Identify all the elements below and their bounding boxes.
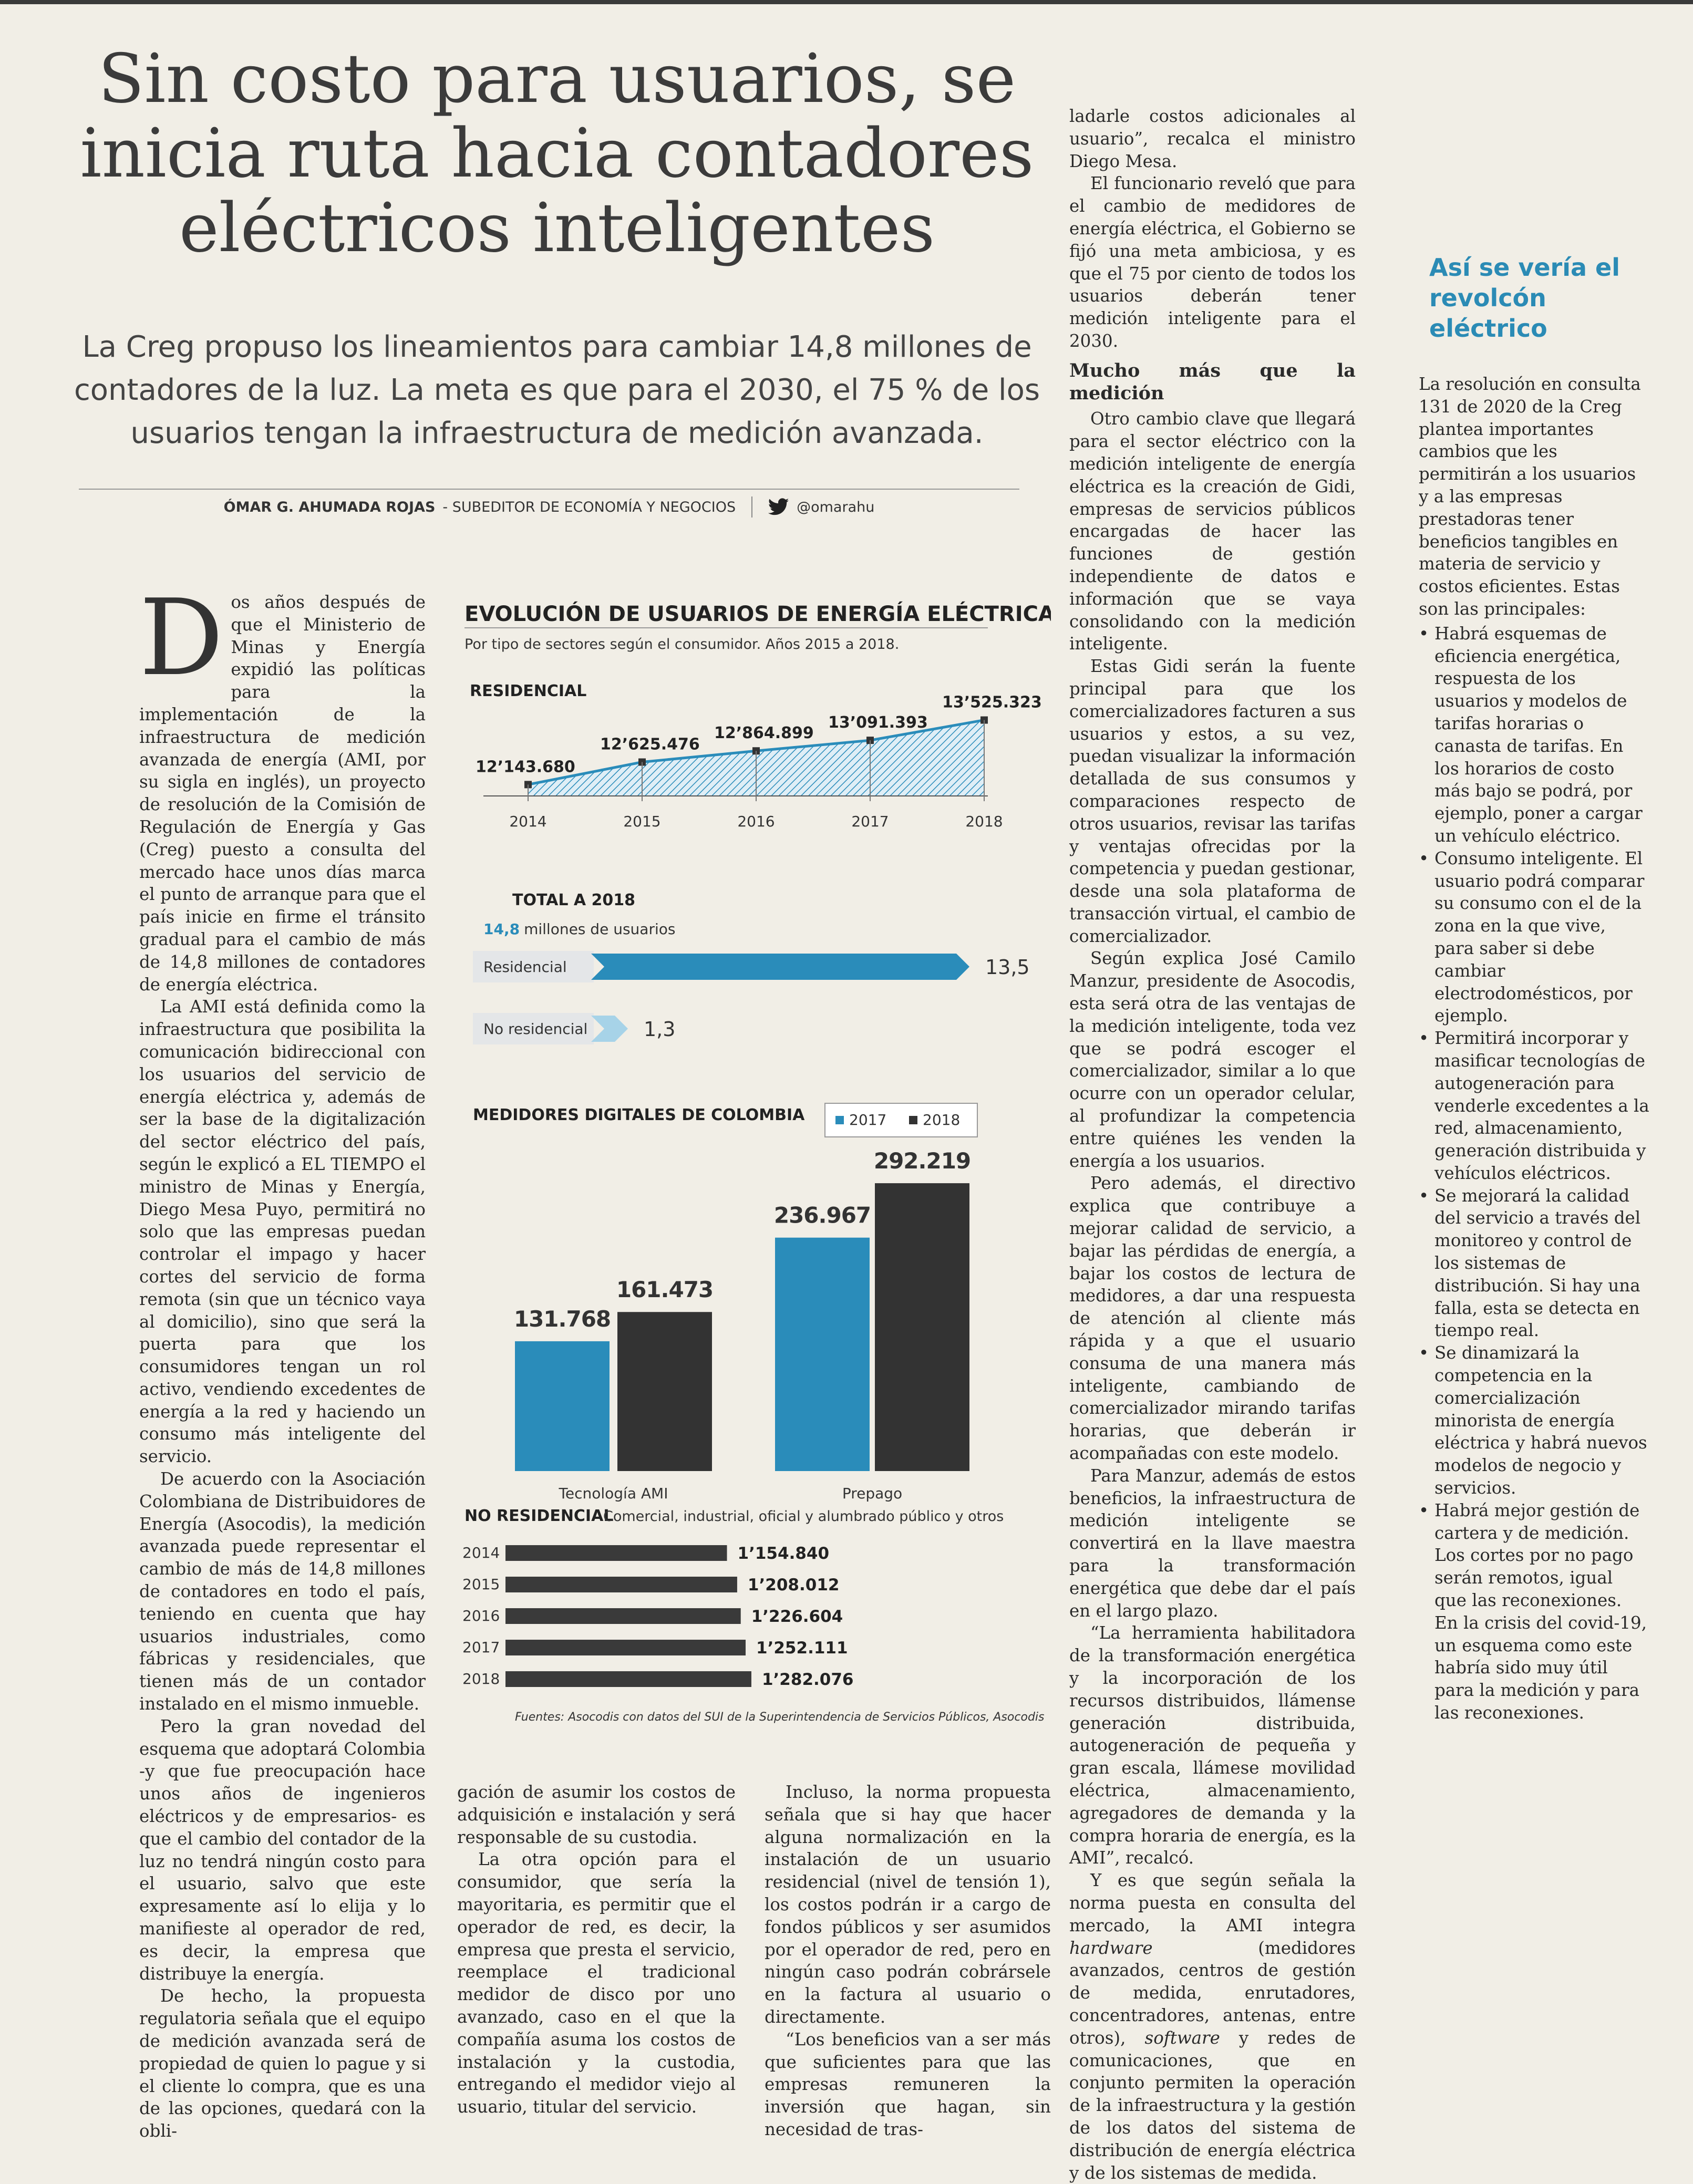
- noresidencial-bar: [505, 1545, 727, 1561]
- residencial-tick-label: 2018: [965, 813, 1003, 830]
- paragraph-text: Y es que según señala la norma puesta en consulta del mercado, la AMI integra: [1069, 1870, 1356, 1935]
- noresidencial-subtitle: Comercial, industrial, oficial y alumbrado público y otros: [603, 1508, 1004, 1525]
- paragraph-italic: hardware: [1069, 1938, 1153, 1958]
- total-note-text: millones de usuarios: [524, 920, 676, 938]
- noresidencial-title: NO RESIDENCIAL: [464, 1507, 614, 1525]
- paragraph: ladarle costos adicionales al usuario”, recalca el ministro Diego Mesa.: [1069, 106, 1356, 171]
- noresidencial-tick-label: 2015: [462, 1576, 500, 1593]
- total-arrow-bar: [591, 954, 969, 980]
- medidores-category-label: Prepago: [842, 1485, 903, 1502]
- sidebar-bullet: • Se mejorará la calidad del servicio a través del monitoreo y control de los sistemas de distribución. Si hay una falla, esta se detecta en tiempo real.: [1419, 1185, 1650, 1342]
- medidores-value-label: 161.473: [616, 1277, 714, 1303]
- byline-author: ÓMAR G. AHUMADA ROJAS: [223, 499, 436, 515]
- paragraph: De hecho, la propuesta regulatoria señala que el equipo de medición avanzada será de propiedad de quien lo pague y si el cliente lo compra, que es una de las opciones, quedará con la obli-: [139, 1986, 426, 2141]
- paragraph: [1069, 1869, 1356, 2184]
- noresidencial-bar: [505, 1671, 751, 1687]
- byline-rule: [79, 489, 1019, 490]
- residencial-data-label: 12’625.476: [600, 735, 700, 754]
- sidebar: [1419, 373, 1650, 1724]
- residencial-data-label: 12’864.899: [714, 724, 814, 743]
- residencial-title: RESIDENCIAL: [470, 682, 587, 700]
- medidores-value-label: 131.768: [513, 1306, 611, 1332]
- dropcap: D: [139, 577, 224, 699]
- subheading: Mucho más que la medición: [1069, 359, 1356, 404]
- residencial-tick-label: 2015: [623, 813, 661, 830]
- medidores-bar: [515, 1341, 610, 1471]
- article-column-4: [1069, 105, 1356, 2184]
- medidores-value-label: 236.967: [773, 1202, 871, 1228]
- residencial-data-label: 12’143.680: [476, 758, 575, 777]
- sidebar-bullet: • Consumo inteligente. El usuario podrá comparar su consumo con el de la zona en la que vive, para saber si debe cambiar electrodomésticos, por ejemplo.: [1419, 847, 1650, 1027]
- medidores-value-label: 292.219: [873, 1148, 971, 1174]
- twitter-bird-icon: [768, 498, 789, 516]
- infographic-svg: [462, 599, 1051, 1587]
- lead-paragraph: [139, 577, 426, 996]
- legend-swatch: [909, 1116, 917, 1124]
- infographic-source: Fuentes: Asocodis con datos del SUI de la Superintendencia de Servicios Públicos, Asocodis: [515, 1711, 1045, 1724]
- noresidencial-tick-label: 2016: [462, 1607, 500, 1624]
- total-note-value: 14,8: [483, 920, 520, 938]
- paragraph: Pero la gran novedad del esquema que adoptará Colombia -y que fue preocupación hace unos años de ingenieros eléctricos y de empresarios- es que el cambio del contador de la luz no tendrá ningún costo para el usuario, salvo que este expresamente así lo elija y lo manifieste al operador de red, es decir, la empresa que distribuye la energía.: [139, 1716, 426, 1984]
- paragraph: Pero además, el directivo explica que contribuye a mejorar calidad de servicio, a bajar las pérdidas de energía, a bajar los costos de lectura de medidores, a dar una respuesta de atención al cliente más rápida y a que el usuario consuma de una manera más inteligente, cambiando de comercializador mirando tarifas horarias, que deberán ir acompañadas con este modelo.: [1069, 1173, 1356, 1464]
- byline-divider: [751, 496, 752, 517]
- headline: Sin costo para usuarios, se inicia ruta hacia contadores eléctricos inteligentes: [80, 40, 1034, 267]
- medidores-title: MEDIDORES DIGITALES DE COLOMBIA: [473, 1106, 805, 1124]
- total-value-label: 13,5: [985, 956, 1030, 979]
- article-column-3: [765, 1781, 1051, 2141]
- paragraph: La AMI está definida como la infraestructura que posibilita la comunicación bidireccional con los usuarios del servicio de energía eléctrica y, además de ser la base de la digitalización del sector eléctrico del país, según le explicó a EL TIEMPO el ministro de Minas y Energía, Diego Mesa Puyo, permitirá no solo que las empresas puedan controlar el impago y hacer cortes del servicio de forma remota (sin que un técnico vaya al domicilio), sino que será la puerta para que los consumidores tengan un rol activo, vendiendo excedentes de energía a la red y haciendo un consumo más inteligente del servicio.: [139, 997, 426, 1467]
- noresidencial-value-label: 1’154.840: [737, 1544, 830, 1563]
- paragraph: Según explica José Camilo Manzur, presidente de Asocodis, esta será otra de las ventajas de la medición inteligente, toda vez que se podrá escoger el comercializador, similar a lo que ocurre con un operador celular, al profundizar la competencia entre quiénes les venden la energía a los usuarios.: [1069, 948, 1356, 1171]
- top-rule: [0, 0, 1693, 4]
- noresidencial-bar: [505, 1608, 741, 1624]
- noresidencial-bar: [505, 1577, 737, 1592]
- noresidencial-tick-label: 2018: [462, 1670, 500, 1688]
- paragraph-italic: software: [1144, 2027, 1220, 2048]
- byline: [79, 496, 1019, 517]
- paragraph: Estas Gidi serán la fuente principal para que los comercializadores facturen a sus usuarios y estos, a su vez, puedan visualizar la información detallada de sus consumos y comparaciones respecto de otros usuarios, revisar las tarifas y ventajas ofrecidas por la competencia y puedan gestionar, desde una sola plataforma de transacción virtual, el cambio de comercializador.: [1069, 656, 1356, 946]
- total-category-label: Residencial: [483, 958, 567, 976]
- noresidencial-value-label: 1’282.076: [761, 1670, 854, 1689]
- article-column-1: [139, 577, 426, 2142]
- noresidencial-value-label: 1’226.604: [751, 1607, 843, 1626]
- paragraph: Otro cambio clave que llegará para el sector eléctrico con la medición inteligente de energía eléctrica es la creación de Gidi, empresas de servicios públicos encargadas de hacer las funciones de gestión independiente de datos e información que se vaya consolidando con la medición inteligente.: [1069, 409, 1356, 654]
- noresidencial-bar-chart: [462, 1544, 854, 1689]
- medidores-bar: [617, 1312, 712, 1471]
- paragraph: “Los beneficios van a ser más que suficientes para que las empresas remuneren la inversión que hagan, sin necesidad de tras-: [765, 2029, 1051, 2139]
- noresidencial-block: [462, 1524, 1051, 1744]
- residencial-tick-label: 2017: [851, 813, 889, 830]
- lead-text: os años después de que el Ministerio de Minas y Energía expidió las políticas para la implementación de la infraestructura de medición avanzada de energía (AMI, por su sigla en inglés), un proyecto de resolución de la Comisión de Regulación de Energía y Gas (Creg) puesto a consulta del mercado hace unos días marca el punto de arranque para que el país inicie en firme el tránsito gradual para el cambio de más de 14,8 millones de contadores de energía eléctrica.: [139, 592, 426, 995]
- residencial-tick-label: 2016: [737, 813, 775, 830]
- medidores-bar: [875, 1183, 969, 1471]
- paragraph: Para Manzur, además de estos beneficios, la infraestructura de medición inteligente se convertirá en la llave maestra para la transformación energética que debe dar el país en el largo plazo.: [1069, 1465, 1356, 1621]
- noresidencial-tick-label: 2014: [462, 1544, 500, 1561]
- legend-label: 2017: [849, 1111, 887, 1129]
- medidores-bar-chart: [514, 1103, 977, 1502]
- sidebar-intro: La resolución en consulta 131 de 2020 de la Creg plantea importantes cambios que les permitirán a los usuarios y a las empresas prestadoras tener beneficios tangibles en materia de servicio y costos eficientes. Estas son las principales:: [1419, 374, 1641, 619]
- sidebar-bullet: • Habrá esquemas de eficiencia energética, respuesta de los usuarios y modelos de tarifas horarias o canasta de tarifas. En los horarios de costo más bajo se podrá, por ejemplo, poner a cargar un vehículo eléctrico.: [1419, 623, 1650, 847]
- noresidencial-value-label: 1’208.012: [747, 1576, 840, 1595]
- paragraph: “La herramienta habilitadora de la transformación energética y la incorporación de los recursos distribuidos, llámense generación distribuida, autogeneración de pequeña y gran escala, llámese movilidad eléctrica, almacenamiento, agregadores de demanda y la compra horaria de energía, es la AMI”, recalcó.: [1069, 1623, 1356, 1868]
- sidebar-bullet: • Habrá mejor gestión de cartera y de medición. Los cortes por no pago serán remotos, igual que las reconexiones. En la crisis del covid-19, un esquema como este habría sido muy útil para la medición y para las reconexiones.: [1419, 1499, 1650, 1724]
- paragraph: El funcionario reveló que para el cambio de medidores de energía eléctrica, el Gobierno se fijó una meta ambiciosa, y es que el 75 por ciento de todos los usuarios deberán tener medición inteligente para el 2030.: [1069, 173, 1356, 351]
- noresidencial-bar: [505, 1640, 746, 1655]
- total-arrow-chart: [473, 951, 1030, 1044]
- sidebar-list: [1419, 623, 1650, 1724]
- noresidencial-value-label: 1’252.111: [756, 1639, 848, 1658]
- paragraph: Incluso, la norma propuesta señala que si hay que hacer alguna normalización en la instalación de un usuario residencial (nivel de tensión 1), los costos podrán ir a cargo de fondos públicos y ser asumidos por el operador de red, pero en ningún caso podrán cobrársele en la factura al usuario o directamente.: [765, 1782, 1051, 2027]
- sidebar-bullet: • Permitirá incorporar y masificar tecnologías de autogeneración para venderle excedentes a la red, almacenamiento, generación distribuida y vehículos eléctricos.: [1419, 1027, 1650, 1185]
- medidores-category-label: Tecnología AMI: [559, 1485, 668, 1502]
- sidebar-title: Así se vería el revolcón eléctrico: [1429, 253, 1620, 343]
- paragraph-text: (medidores avanzados, centros de gestión de medida, enrutadores, concentradores, antenas, entre otros),: [1069, 1938, 1356, 2048]
- total-title: TOTAL A 2018: [512, 891, 636, 909]
- paragraph: gación de asumir los costos de adquisición e instalación y será responsable de su custodia.: [457, 1782, 736, 1847]
- residencial-data-label: 13’091.393: [828, 713, 928, 732]
- legend-label: 2018: [923, 1111, 961, 1129]
- article-column-2: [457, 1781, 736, 2118]
- paragraph: La otra opción para el consumidor, que sería la mayoritaria, es permitir que el operador de red, es decir, la empresa que presta el servicio, reemplace el tradicional medidor de disco por uno avanzado, caso en el que la compañía asuma los costos de instalación y la custodia, entregando el medidor viejo al usuario, titular del servicio.: [457, 1849, 736, 2117]
- medidores-bar: [775, 1238, 870, 1471]
- noresidencial-svg: [462, 1524, 1051, 1744]
- infographic: [462, 599, 1051, 1587]
- deck: La Creg propuso los lineamientos para cambiar 14,8 millones de contadores de la luz. La meta es que para el 2030, el 75 % de los usuarios tengan la infraestructura de medición avanzada.: [74, 330, 1040, 450]
- byline-role: - SUBEDITOR DE ECONOMÍA Y NEGOCIOS: [442, 499, 736, 515]
- legend-swatch: [835, 1116, 844, 1124]
- byline-handle: @omarahu: [797, 499, 875, 515]
- total-arrow-bar: [591, 1016, 628, 1042]
- paragraph: De acuerdo con la Asociación Colombiana de Distribuidores de Energía (Asocodis), la medición avanzada puede representar el cambio de más de 14,8 millones de contadores en todo el país, teniendo en cuenta que hay usuarios industriales, como fábricas y residenciales, que tienen más de un contador instalado en el mismo inmueble.: [139, 1469, 426, 1714]
- total-note: [483, 920, 675, 938]
- residencial-data-label: 13’525.323: [942, 693, 1042, 712]
- total-value-label: 1,3: [644, 1018, 676, 1041]
- sidebar-bullet: • Se dinamizará la competencia en la comercialización minorista de energía eléctrica y habrá nuevos modelos de negocio y servicios.: [1419, 1342, 1650, 1499]
- noresidencial-tick-label: 2017: [462, 1639, 500, 1656]
- residencial-area-chart: [476, 694, 1042, 830]
- total-category-label: No residencial: [483, 1020, 588, 1038]
- paragraph-text: y redes de comunicaciones, que en conjunto permiten la operación de la infraestructura y la gestión de los datos del sistema de distribución de energía eléctrica y de los sistemas de medida.: [1069, 2027, 1356, 2183]
- residencial-tick-label: 2014: [509, 813, 547, 830]
- infographic-title: EVOLUCIÓN DE USUARIOS DE ENERGÍA ELÉCTRICA: [464, 602, 1051, 626]
- infographic-subtitle: Por tipo de sectores según el consumidor. Años 2015 a 2018.: [464, 636, 900, 653]
